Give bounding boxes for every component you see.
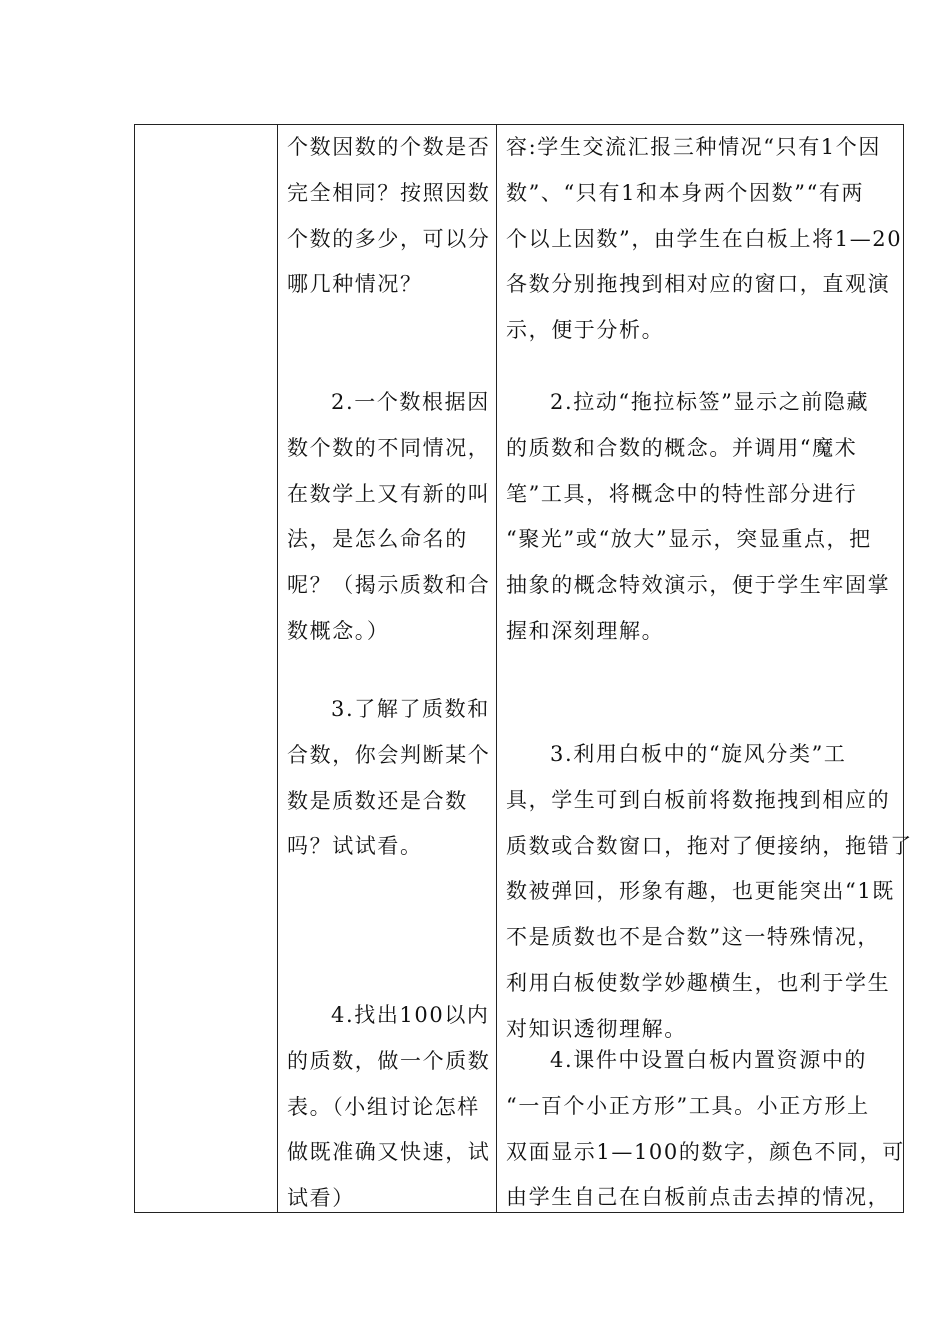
text-line: 完全相同？按照因数 (287, 180, 491, 205)
text-line: 3.利用白板中的“旋风分类”工 (550, 742, 847, 766)
note-block-2 (506, 380, 890, 655)
text-line: 2.一个数根据因 (331, 390, 490, 414)
text-line: 抽象的概念特效演示，便于学生牢固掌 (506, 573, 891, 598)
text-line: 各数分别拖拽到相对应的窗口，直观演 (506, 272, 891, 297)
text-line: 表。（小组讨论怎样 (287, 1094, 480, 1119)
text-line: 3.了解了质数和 (331, 697, 490, 721)
text-line: 法，是怎么命名的 (287, 527, 468, 552)
text-line: 2.拉动“拖拉标签”显示之前隐藏 (550, 390, 870, 414)
text-line: 笔”工具，将概念中的特性部分进行 (506, 481, 858, 506)
text-line: 做既准确又快速，试 (287, 1140, 491, 1165)
note-block-3 (506, 732, 913, 1053)
text-line: 试看） (287, 1186, 355, 1211)
text-line: 的质数和合数的概念。并调用“魔术 (506, 435, 858, 460)
text-line: 数”、“只有1和本身两个因数”“有两 (506, 180, 865, 205)
column-divider-1 (277, 125, 278, 1212)
text-line: 个数的多少，可以分 (287, 226, 491, 251)
text-line: 对知识透彻理解。 (506, 1016, 687, 1041)
text-line: 由学生自己在白板前点击去掉的情况， (506, 1185, 891, 1210)
text-line: 容:学生交流汇报三种情况“只有1个因 (506, 135, 881, 159)
question-block-3 (287, 687, 490, 870)
text-line: 质数或合数窗口，拖对了便接纳，拖错了 (506, 833, 913, 858)
text-line: 4.找出100以内 (331, 1003, 490, 1027)
text-line: 具，学生可到白板前将数拖拽到相应的 (506, 787, 891, 812)
text-line: “一百个小正方形”工具。小正方形上 (506, 1093, 870, 1118)
text-line: 个以上因数”，由学生在白板上将1—20 (506, 226, 903, 251)
text-line: 个数因数的个数是否 (287, 135, 491, 159)
text-line: 在数学上又有新的叫 (287, 481, 491, 506)
question-block-2 (287, 380, 490, 655)
lesson-table (134, 124, 913, 1213)
text-line: 吗？试试看。 (287, 834, 423, 859)
text-line: 利用白板使数学妙趣横生，也利于学生 (506, 970, 891, 995)
text-line: “聚光”或“放大”显示，突显重点，把 (506, 527, 872, 552)
text-line: 握和深刻理解。 (506, 618, 665, 643)
text-line: 4.课件中设置白板内置资源中的 (550, 1048, 868, 1072)
text-line: 呢？（揭示质数和合 (287, 573, 491, 598)
text-line: 数个数的不同情况， (287, 435, 491, 460)
text-line: 示，便于分析。 (506, 318, 665, 343)
note-block-1 (506, 125, 902, 354)
text-line: 的质数，做一个质数 (287, 1048, 491, 1073)
text-line: 合数，你会判断某个 (287, 742, 491, 767)
column-divider-2 (496, 125, 497, 1212)
text-line: 哪几种情况？ (287, 272, 423, 297)
note-block-4 (506, 1038, 905, 1221)
text-line: 不是质数也不是合数”这一特殊情况， (506, 925, 880, 950)
text-line: 数被弹回，形象有趣，也更能突出“1既 (506, 879, 895, 904)
question-block-4 (287, 993, 490, 1222)
text-line: 双面显示1—100的数字，颜色不同，可 (506, 1139, 905, 1164)
text-line: 数概念。） (287, 618, 390, 643)
question-block-1 (287, 125, 490, 308)
text-line: 数是质数还是合数 (287, 788, 468, 813)
